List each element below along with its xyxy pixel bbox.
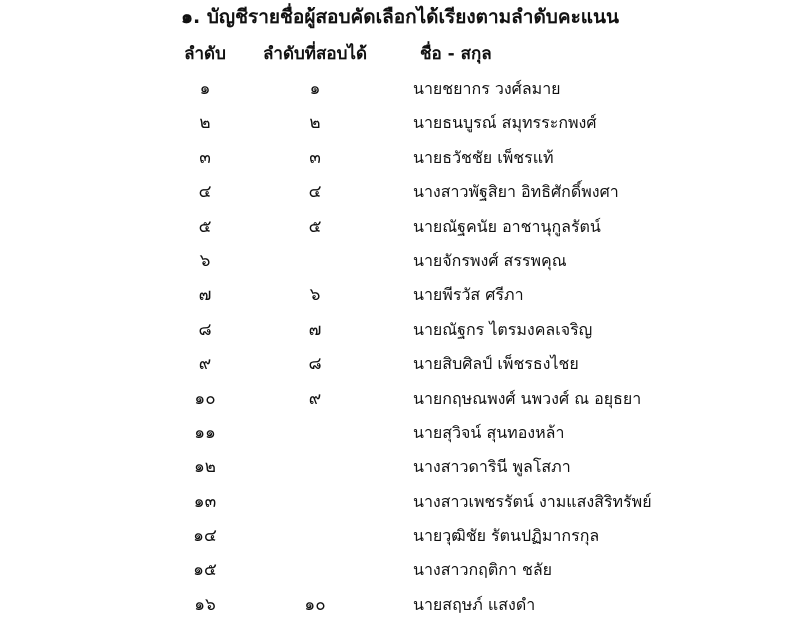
cell-rank: ๒ [199, 113, 211, 134]
cell-rank: ๙ [198, 354, 212, 375]
cell-rank: ๑๕ [193, 560, 217, 581]
cell-exam-rank: ๙ [308, 388, 322, 409]
cell-name: นายธนบูรณ์ สมุทรระกพงศ์ [413, 113, 597, 133]
table-row [0, 72, 800, 106]
cell-name: นายพีรวัส ศรีภา [413, 285, 524, 305]
cell-rank: ๑ [199, 79, 211, 99]
cell-name: นายสฤษภ์ แสงดำ [413, 594, 536, 614]
table-row [0, 347, 800, 381]
table-body [0, 72, 800, 622]
table-row [0, 382, 800, 416]
document-title: ๑. บัญชีรายชื่อผู้สอบคัดเลือกได้เรียงตามลำดับคะแนน [180, 6, 620, 28]
cell-rank: ๔ [198, 182, 212, 203]
cell-name: นายจักรพงศ์ สรรพคุณ [413, 250, 567, 270]
table-row [0, 313, 800, 347]
cell-name: นายสิบศิลป์ เพ็ชรธงไชย [413, 354, 579, 374]
cell-rank: ๗ [198, 285, 212, 306]
header-exam-rank: ลำดับที่สอบได้ [263, 44, 367, 64]
cell-exam-rank: ๗ [308, 319, 322, 340]
table-row [0, 416, 800, 450]
cell-name: นายชยากร วงศ์ลมาย [413, 79, 561, 98]
table-row [0, 485, 800, 519]
cell-name: นายธวัชชัย เพ็ชรแท้ [413, 147, 554, 167]
cell-name: นายสุวิจน์ สุนทองหล้า [413, 422, 565, 442]
cell-exam-rank: ๖ [309, 285, 321, 306]
table-header [0, 40, 800, 68]
cell-rank: ๕ [198, 216, 212, 237]
cell-rank: ๑๓ [193, 491, 217, 512]
table-row [0, 244, 800, 278]
table-row [0, 553, 800, 587]
cell-name: นางสาวกฤติกา ชลัย [413, 560, 553, 580]
cell-exam-rank: ๑๐ [304, 594, 326, 615]
cell-rank: ๑๐ [194, 388, 216, 409]
header-rank: ลำดับ [184, 44, 226, 64]
cell-rank: ๑๑ [194, 422, 216, 443]
cell-exam-rank: ๓ [309, 147, 321, 168]
table-row [0, 210, 800, 244]
header-name: ชื่อ - สกุล [420, 44, 492, 64]
cell-name: นางสาวดารินี พูลโสภา [413, 457, 571, 477]
cell-name: นางสาวเพชรรัตน์ งามแสงสิริทรัพย์ [413, 491, 652, 511]
cell-name: นางสาวพัฐสิยา อิทธิศักดิ์พงศา [413, 182, 619, 202]
cell-exam-rank: ๕ [308, 216, 322, 237]
cell-rank: ๑๔ [193, 526, 217, 547]
cell-rank: ๑๖ [194, 594, 216, 615]
cell-name: นายณัฐคนัย อาชานุกูลรัตน์ [413, 216, 601, 236]
cell-name: นายณัฐกร ไตรมงคลเจริญ [413, 319, 593, 339]
table-row [0, 450, 800, 484]
table-row [0, 588, 800, 622]
table-row [0, 141, 800, 175]
cell-exam-rank: ๑ [309, 79, 321, 99]
cell-rank: ๖ [199, 250, 211, 271]
cell-exam-rank: ๘ [308, 354, 322, 375]
table-row [0, 519, 800, 553]
table-row [0, 278, 800, 312]
cell-name: นายกฤษณพงศ์ นพวงศ์ ณ อยุธยา [413, 388, 642, 408]
table-row [0, 175, 800, 209]
cell-rank: ๑๒ [194, 457, 216, 478]
table-row [0, 106, 800, 140]
cell-name: นายวุฒิชัย รัตนปฏิมากรกุล [413, 526, 600, 546]
cell-rank: ๓ [199, 147, 211, 168]
cell-exam-rank: ๒ [309, 113, 321, 134]
cell-exam-rank: ๔ [308, 182, 322, 203]
cell-rank: ๘ [198, 319, 212, 340]
